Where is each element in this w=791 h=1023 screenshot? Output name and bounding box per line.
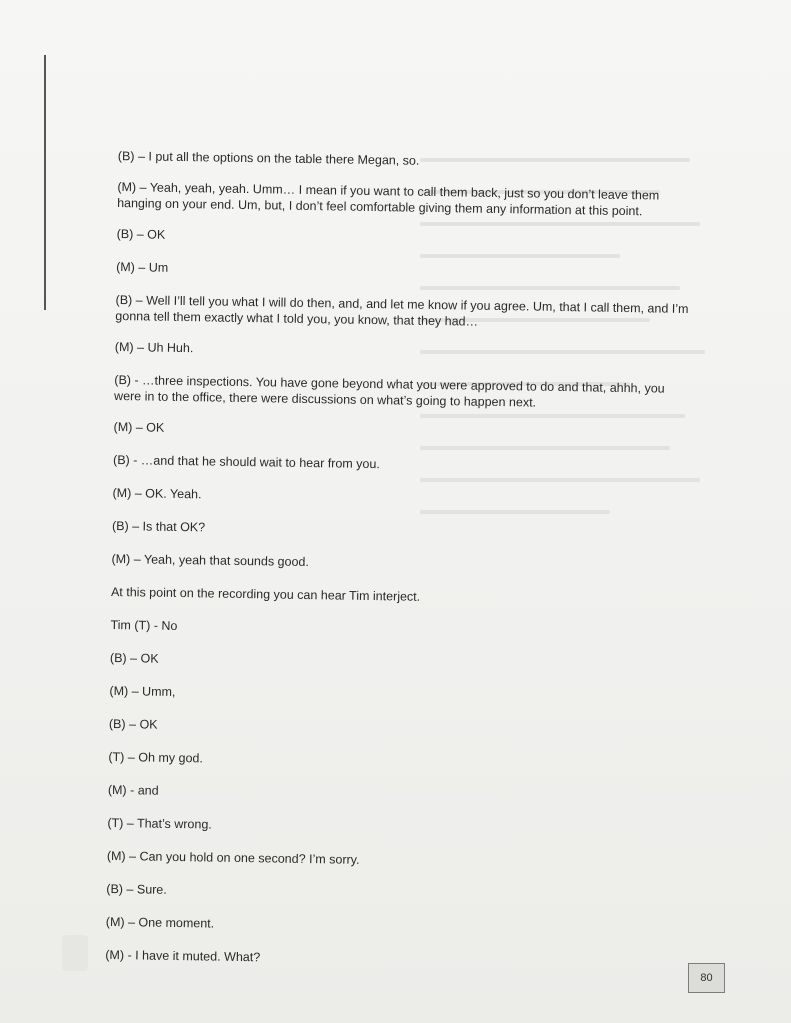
- page-number: 80: [700, 972, 713, 984]
- transcript-body: [105, 148, 698, 989]
- transcript-line: (T) – Oh my god.: [108, 749, 204, 766]
- transcript-line: (M) – OK: [113, 419, 165, 435]
- transcript-line: (B) – OK: [116, 226, 166, 242]
- transcript-line: (M) – Can you hold on one second? I’m sorry.: [106, 848, 360, 867]
- transcript-line: (B) – Sure.: [106, 881, 167, 897]
- transcript-line: (M) – Yeah, yeah that sounds good.: [111, 551, 310, 570]
- transcript-line: (B) - …three inspections. You have gone beyond what you were approved to do and that, ahhh, you were in to the office, there were discussions on what’s going to happen next.: [113, 372, 665, 410]
- transcript-line: (T) – That’s wrong.: [107, 815, 212, 832]
- transcript-line: (B) – OK: [108, 716, 158, 732]
- transcript-line: (M) – Um: [116, 259, 169, 275]
- transcript-line: (M) – Umm,: [109, 683, 176, 699]
- transcript-line: (M) – Yeah, yeah, yeah. Umm… I mean if you want to call them back, just so you don’t leave them hanging on your end. Um, but, I don’t feel comfortable giving them any information at this point.: [117, 179, 660, 219]
- transcript-line: Tim (T) - No: [110, 617, 178, 633]
- transcript-line: (B) – I put all the options on the table there Megan, so.: [117, 148, 420, 168]
- margin-mark: [44, 55, 46, 310]
- transcript-line: (M) - I have it muted. What?: [105, 947, 261, 965]
- transcript-line: (M) - and: [107, 782, 159, 798]
- transcript-line: (B) - …and that he should wait to hear from you.: [112, 452, 380, 472]
- transcript-line: (B) – OK: [109, 650, 159, 666]
- transcript-line: (M) – OK. Yeah.: [112, 485, 202, 502]
- scan-smudge: [62, 935, 88, 971]
- transcript-line: At this point on the recording you can hear Tim interject.: [110, 584, 421, 604]
- transcript-line: (B) – Is that OK?: [111, 518, 206, 535]
- transcript-line: (B) – Well I’ll tell you what I will do then, and, and let me know if you agree. Um, that I call them, and I’m gonna tell them exactly what I told you, you know, that they had…: [115, 292, 689, 329]
- page-number-box: [688, 963, 725, 993]
- transcript-line: (M) – Uh Huh.: [114, 339, 194, 356]
- transcript-line: (M) – One moment.: [105, 914, 215, 931]
